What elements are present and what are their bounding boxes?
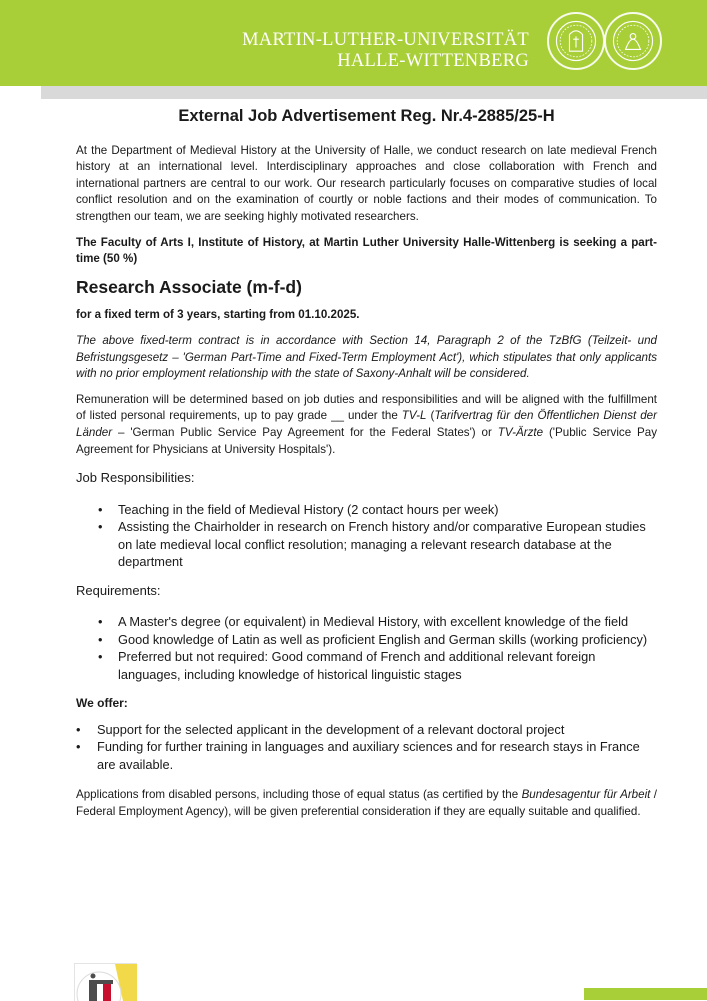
disabled-applicants-paragraph <box>76 787 657 820</box>
intro-paragraph: At the Department of Medieval History at the University of Halle, we conduct research on late medieval French history at an international level. Interdisciplinary approaches and close collaboration with French and international partners are central to our work. Our research particularly focuses on comparative studies of local conflict resolution and on the examination of courtly or noble factions and their modes of communication. To strengthen our team, we are seeking highly motivated researchers. <box>76 143 657 223</box>
header-divider <box>41 86 707 99</box>
university-seal-icon <box>604 12 662 70</box>
disabled-text-2: / Federal Employment Agency), will be given preferential consideration if they are equally suitable and qualified. <box>76 788 657 818</box>
disabled-text-1: Applications from disabled persons, including those of equal status (as certified by the <box>76 788 522 802</box>
university-header <box>0 0 707 86</box>
university-name-line1: MARTIN-LUTHER-UNIVERSITÄT <box>242 30 529 50</box>
offer-label: We offer: <box>76 696 128 711</box>
responsibilities-list <box>76 501 657 571</box>
list-item: • Teaching in the field of Medieval History (2 contact hours per week) <box>76 501 657 519</box>
remuneration-paragraph <box>76 392 657 458</box>
agency-name: Bundesagentur für Arbeit <box>521 788 651 802</box>
responsibilities-label: Job Responsibilities: <box>76 470 195 486</box>
requirements-label: Requirements: <box>76 582 161 598</box>
tvl-term: TV-L <box>401 409 427 423</box>
list-item: • Assisting the Chairholder in research on French history and/or comparative European studies on late medieval local conflict resolution; managing a relevant research database at the department <box>76 518 657 571</box>
university-seal-icon <box>547 12 605 70</box>
list-item: • Preferred but not required: Good command of French and additional relevant foreign languages, including knowledge of historical linguistic stages <box>76 648 657 683</box>
footer-accent-bar <box>584 988 707 1000</box>
remuneration-text-3: – 'German Public Service Pay Agreement for the Federal States') or <box>112 425 498 439</box>
list-item: • Support for the selected applicant in the development of a relevant doctoral project <box>76 721 657 739</box>
remuneration-text-2: ( <box>426 409 435 423</box>
list-item: • Good knowledge of Latin as well as proficient English and German skills (working proficiency) <box>76 631 657 649</box>
contract-note: The above fixed-term contract is in accordance with Section 14, Paragraph 2 of the TzBfG (Teilzeit- und Befristungsgesetz – 'German Part-Time and Fixed-Term Employment Act'), which stipulates that only applicants with no prior employment relationship with the state of Saxony-Anhalt will be considered. <box>76 333 657 381</box>
position-title: Research Associate (m-f-d) <box>76 276 302 297</box>
term-paragraph: for a fixed term of 3 years, starting from 01.10.2025. <box>76 308 360 322</box>
university-name <box>242 30 529 72</box>
page-title: External Job Advertisement Reg. Nr.4-2885/25-H <box>178 107 555 125</box>
offer-list <box>76 721 657 774</box>
tv-aerzte-term: TV-Ärzte <box>497 425 544 439</box>
family-friendly-logo-icon <box>74 963 137 1001</box>
tvl-full-name: Tarifvertrag für den Öffentlichen Dienst der Länder <box>76 409 657 439</box>
list-item: • A Master's degree (or equivalent) in Medieval History, with excellent knowledge of the field <box>76 613 657 631</box>
faculty-paragraph: The Faculty of Arts I, Institute of History, at Martin Luther University Halle-Wittenberg is seeking a part-time (50 %) <box>76 235 657 266</box>
remuneration-text-4: ('Public Service Pay Agreement for Physicians at University Hospitals'). <box>76 425 657 456</box>
remuneration-text-1: Remuneration will be determined based on job duties and responsibilities and will be aligned with the fulfillment of listed personal requirements, up to pay grade __ under the <box>76 392 657 423</box>
list-item: • Funding for further training in languages and auxiliary sciences and for research stays in France are available. <box>76 738 657 773</box>
job-advertisement <box>76 108 657 830</box>
university-name-line2: HALLE-WITTENBERG <box>337 51 529 71</box>
requirements-list <box>76 613 657 683</box>
